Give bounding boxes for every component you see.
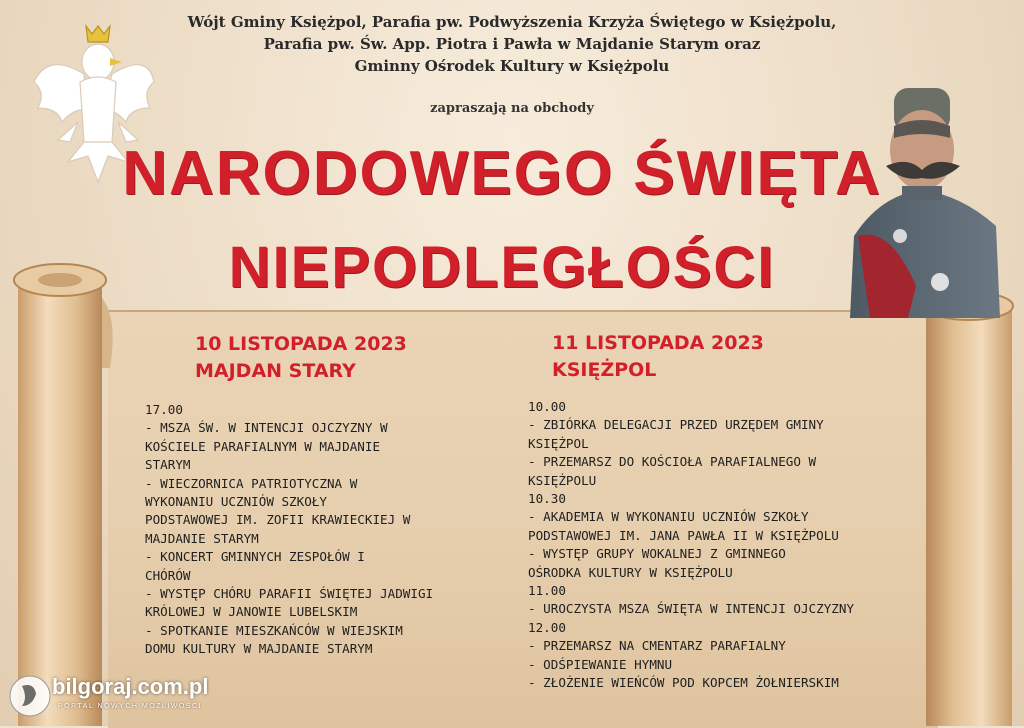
program-line: - KONCERT GMINNYCH ZESPOŁÓW I	[145, 549, 365, 565]
program-line: - ODŚPIEWANIE HYMNU	[528, 656, 673, 672]
watermark-tagline: PORTAL NOWYCH MOŻLIWOŚCI	[58, 703, 202, 710]
program-line: - SPOTKANIE MIESZKAŃCÓW W WIEJSKIM	[145, 622, 403, 638]
header-line-1: Wójt Gminy Księżpol, Parafia pw. Podwyższenia Krzyża Świętego w Księżpolu,	[187, 13, 837, 31]
program-line: - PRZEMARSZ DO KOŚCIOŁA PARAFIALNEGO W	[528, 454, 817, 470]
program-line: KOŚCIELE PARAFIALNYM W MAJDANIE	[145, 438, 381, 454]
program-line: PODSTAWOWEJ IM. ZOFII KRAWIECKIEJ W	[145, 512, 411, 528]
program-line: WYKONANIU UCZNIÓW SZKOŁY	[145, 494, 327, 510]
title-line-1: NARODOWEGO ŚWIĘTA	[122, 139, 882, 208]
program-line: 11.00	[528, 583, 566, 599]
program-line: 10.30	[528, 491, 566, 507]
program-line: 10.00	[528, 399, 566, 414]
program-line: - WYSTĘP CHÓRU PARAFII ŚWIĘTEJ JADWIGI	[145, 586, 434, 602]
day2-date: 11 LISTOPADA 2023	[552, 332, 764, 354]
program-line: - UROCZYSTA MSZA ŚWIĘTA W INTENCJI OJCZYZNY	[528, 601, 855, 617]
day1-program	[145, 401, 433, 659]
program-line: MAJDANIE STARYM	[145, 530, 259, 546]
program-line: KSIĘŻPOL	[528, 435, 589, 451]
program-line: - AKADEMIA W WYKONANIU UCZNIÓW SZKOŁY	[528, 509, 809, 525]
program-line: DOMU KULTURY W MAJDANIE STARYM	[145, 641, 373, 657]
header-line-2: Parafia pw. Św. App. Piotra i Pawła w Majdanie Starym oraz	[263, 35, 761, 53]
day2-program	[528, 398, 854, 693]
program-line: OŚRODKA KULTURY W KSIĘŻPOLU	[528, 564, 733, 580]
header-line-3: Gminny Ośrodek Kultury w Księżpolu	[354, 57, 670, 75]
program-line: - PRZEMARSZ NA CMENTARZ PARAFIALNY	[528, 638, 786, 654]
program-line: 12.00	[528, 619, 566, 635]
invite-text: zapraszają na obchody	[430, 101, 594, 116]
program-line: 17.00	[145, 402, 183, 417]
day2-place: KSIĘŻPOL	[552, 359, 657, 381]
program-line: - WIECZORNICA PATRIOTYCZNA W	[145, 475, 358, 491]
program-line: CHÓRÓW	[145, 567, 191, 583]
day1-place: MAJDAN STARY	[195, 360, 356, 382]
scroll-right-roll	[920, 290, 1024, 726]
day1-heading	[195, 331, 407, 385]
program-line: - WYSTĘP GRUPY WOKALNEJ Z GMINNEGO	[528, 546, 786, 562]
program-line: KRÓLOWEJ W JANOWIE LUBELSKIM	[145, 604, 358, 620]
title-line-2: NIEPODLEGŁOŚCI	[228, 235, 776, 300]
day1-date: 10 LISTOPADA 2023	[195, 333, 407, 355]
program-line: - ZŁOŻENIE WIEŃCÓW POD KOPCEM ŻOŁNIERSKIM	[528, 675, 839, 691]
program-line: KSIĘŻPOLU	[528, 472, 597, 488]
day2-heading	[552, 330, 764, 384]
program-line: - MSZA ŚW. W INTENCJI OJCZYZNY W	[145, 420, 388, 436]
program-line: - ZBIÓRKA DELEGACJI PRZED URZĘDEM GMINY	[528, 417, 824, 433]
scroll-left-roll	[0, 258, 122, 726]
program-line: STARYM	[145, 457, 191, 473]
program-line: PODSTAWOWEJ IM. JANA PAWŁA II W KSIĘŻPOLU	[528, 527, 839, 543]
watermark-brand[interactable]: bilgoraj.com.pl	[52, 674, 209, 699]
